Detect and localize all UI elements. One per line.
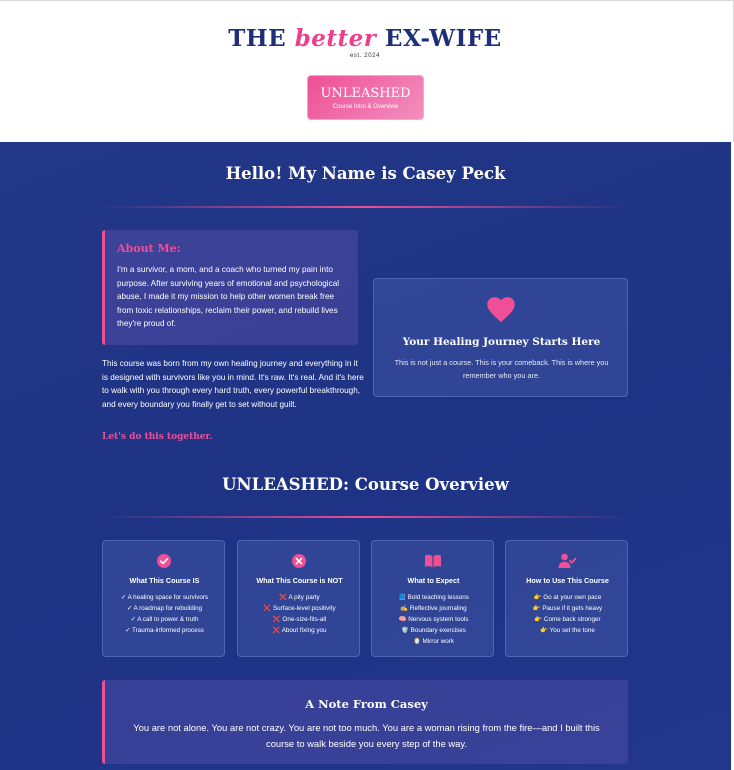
- list-item: ❌ One-size-fits-all: [272, 616, 327, 624]
- list-item: ✓ A call to power & truth: [130, 616, 199, 624]
- about-me-box: [102, 230, 358, 345]
- lets-do-this-together: Let's do this together.: [102, 432, 213, 442]
- card-title: What This Course IS: [129, 576, 200, 585]
- list-item: 👉 You set the tone: [540, 627, 595, 635]
- brand-suffix: EX-WIFE: [384, 25, 502, 52]
- list-item: ❌ Surface-level positivity: [263, 605, 336, 613]
- established-tagline: est. 2024: [349, 53, 381, 59]
- note-heading: A Note From Casey: [305, 697, 428, 711]
- card-list: [512, 592, 623, 636]
- card-list: [109, 592, 220, 636]
- site-header: [0, 0, 734, 142]
- brand-better: better: [294, 25, 377, 52]
- overview-card-is-not: [237, 540, 360, 657]
- list-item: 🧠 Nervous system tools: [398, 616, 469, 624]
- book-icon: [423, 551, 443, 571]
- user-check-icon: [557, 551, 577, 571]
- list-item: 🪞 Mirror work: [412, 638, 455, 646]
- list-item: 👉 Pause if it gets heavy: [532, 605, 603, 613]
- brand-prefix: THE: [228, 25, 287, 52]
- card-title: What This Course is NOT: [256, 576, 343, 585]
- overview-divider: [102, 516, 627, 518]
- intro-title: Hello! My Name is Casey Peck: [225, 164, 506, 183]
- brand-logo[interactable]: [0, 25, 730, 52]
- x-circle-icon: [289, 551, 309, 571]
- about-me-text: I'm a survivor, a mom, and a coach who turned my pain into purpose. After surviving years of emotional and psychological abuse, I made it my mission to help other women break free from toxic relationships, reclaim their power, and rebuild lives they're proud of.: [117, 265, 340, 329]
- list-item: ✓ Trauma-informed process: [125, 627, 204, 635]
- overview-card-how-to-use: [505, 540, 628, 657]
- list-item: ✍️ Reflective journaling: [400, 605, 467, 613]
- card-list: [244, 592, 355, 636]
- card-title: How to Use This Course: [526, 576, 609, 585]
- journey-heading: Your Healing Journey Starts Here: [402, 336, 601, 348]
- overview-card-is: [102, 540, 225, 657]
- about-me-heading: About Me:: [117, 242, 181, 255]
- intro-divider: [102, 206, 627, 208]
- overview-title: UNLEASHED: Course Overview: [222, 475, 509, 494]
- card-title: What to Expect: [407, 576, 460, 585]
- unleashed-button-subtitle: Course Intro & Overview: [332, 104, 399, 110]
- course-story-text: This course was born from my own healing journey and everything in it is designed with survivors like you in mind. It's raw. It's real. And it's here to walk with you through every hard truth, every powerful breakthrough, and every boundary you finally get to set without guilt.: [102, 359, 364, 409]
- note-from-casey: [102, 680, 628, 764]
- card-list: [378, 592, 489, 647]
- heart-icon: [486, 295, 516, 323]
- list-item: ❌ About fixing you: [272, 627, 327, 635]
- list-item: 👉 Come back stronger: [534, 616, 601, 624]
- overview-card-expect: [371, 540, 494, 657]
- list-item: ✓ A roadmap for rebuilding: [126, 605, 203, 613]
- list-item: 🛡️ Boundary exercises: [401, 627, 466, 635]
- check-circle-icon: [154, 551, 174, 571]
- list-item: 👉 Go at your own pace: [533, 594, 602, 601]
- main-content: [0, 142, 731, 770]
- journey-text: This is not just a course. This is your comeback. This is where you remember who you are.: [394, 358, 609, 380]
- unleashed-button[interactable]: [307, 75, 424, 120]
- list-item: ✓ A healing space for survivors: [120, 594, 209, 601]
- list-item: 📘 Bold teaching lessons: [398, 594, 469, 601]
- healing-journey-card: [373, 278, 628, 397]
- list-item: ❌ A pity party: [279, 594, 320, 601]
- unleashed-button-title: UNLEASHED: [320, 86, 411, 101]
- note-text: You are not alone. You are not crazy. You are not too much. You are a woman rising from the fire—and I built this course to walk beside you every step of the way.: [133, 722, 600, 749]
